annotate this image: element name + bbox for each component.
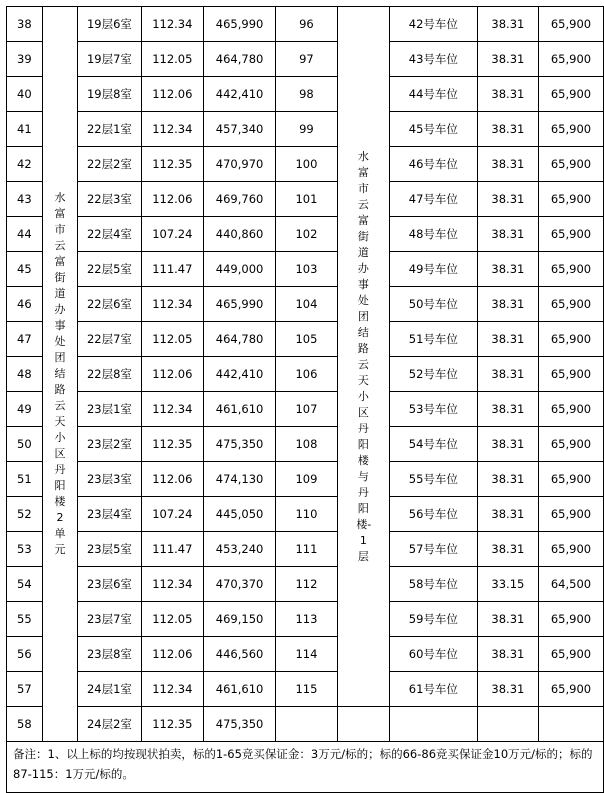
price-value: 470,970 <box>204 147 276 182</box>
parking-space-name: 44号车位 <box>389 77 477 112</box>
price-value: 65,900 <box>538 462 603 497</box>
area-value: 38.31 <box>477 532 538 567</box>
lot-number: 114 <box>276 637 338 672</box>
lot-number: 111 <box>276 532 338 567</box>
table-row <box>7 287 604 322</box>
parking-space-name: 50号车位 <box>389 287 477 322</box>
area-value: 112.34 <box>141 392 203 427</box>
lot-number: 41 <box>7 112 43 147</box>
price-value: 469,760 <box>204 182 276 217</box>
area-value: 38.31 <box>477 497 538 532</box>
area-value: 112.35 <box>141 147 203 182</box>
price-value: 65,900 <box>538 637 603 672</box>
price-value: 461,610 <box>204 392 276 427</box>
price-value: 65,900 <box>538 427 603 462</box>
table-row <box>7 567 604 602</box>
lot-number: 108 <box>276 427 338 462</box>
table-row <box>7 182 604 217</box>
area-value: 38.31 <box>477 357 538 392</box>
unit-name: 22层8室 <box>78 357 141 392</box>
unit-name: 19层7室 <box>78 42 141 77</box>
price-value: 464,780 <box>204 322 276 357</box>
lot-number: 55 <box>7 602 43 637</box>
unit-name: 23层7室 <box>78 602 141 637</box>
parking-space-name: 49号车位 <box>389 252 477 287</box>
unit-name: 22层2室 <box>78 147 141 182</box>
unit-name: 24层2室 <box>78 707 141 742</box>
lot-number: 46 <box>7 287 43 322</box>
area-value: 107.24 <box>141 497 203 532</box>
price-value: 64,500 <box>538 567 603 602</box>
table-row <box>7 602 604 637</box>
empty-cell <box>337 707 389 742</box>
price-value: 464,780 <box>204 42 276 77</box>
area-value: 38.31 <box>477 462 538 497</box>
table-row <box>7 532 604 567</box>
price-value: 65,900 <box>538 217 603 252</box>
price-value: 65,900 <box>538 672 603 707</box>
price-value: 65,900 <box>538 322 603 357</box>
lot-number: 106 <box>276 357 338 392</box>
area-value: 111.47 <box>141 532 203 567</box>
price-value: 465,990 <box>204 7 276 42</box>
area-value: 111.47 <box>141 252 203 287</box>
price-value: 474,130 <box>204 462 276 497</box>
price-value: 469,150 <box>204 602 276 637</box>
price-value: 446,560 <box>204 637 276 672</box>
table-row <box>7 427 604 462</box>
area-value: 33.15 <box>477 567 538 602</box>
area-value: 112.05 <box>141 322 203 357</box>
price-value: 65,900 <box>538 287 603 322</box>
price-value: 65,900 <box>538 602 603 637</box>
area-value: 112.06 <box>141 182 203 217</box>
empty-cell <box>276 707 338 742</box>
lot-number: 102 <box>276 217 338 252</box>
parking-space-name: 59号车位 <box>389 602 477 637</box>
parking-space-name: 55号车位 <box>389 462 477 497</box>
unit-name: 23层4室 <box>78 497 141 532</box>
lot-number: 110 <box>276 497 338 532</box>
unit-name: 19层6室 <box>78 7 141 42</box>
table-row <box>7 112 604 147</box>
area-value: 38.31 <box>477 77 538 112</box>
lot-number: 97 <box>276 42 338 77</box>
price-value: 449,000 <box>204 252 276 287</box>
unit-name: 19层8室 <box>78 77 141 112</box>
lot-number: 112 <box>276 567 338 602</box>
parking-space-name: 56号车位 <box>389 497 477 532</box>
lot-number: 53 <box>7 532 43 567</box>
lot-number: 38 <box>7 7 43 42</box>
area-value: 112.06 <box>141 462 203 497</box>
unit-name: 22层3室 <box>78 182 141 217</box>
area-value: 38.31 <box>477 42 538 77</box>
area-value: 38.31 <box>477 427 538 462</box>
lot-number: 98 <box>276 77 338 112</box>
table-row <box>7 77 604 112</box>
price-value: 65,900 <box>538 532 603 567</box>
lot-number: 49 <box>7 392 43 427</box>
price-value: 442,410 <box>204 357 276 392</box>
price-value: 65,900 <box>538 357 603 392</box>
parking-space-name: 53号车位 <box>389 392 477 427</box>
lot-number: 104 <box>276 287 338 322</box>
price-value: 445,050 <box>204 497 276 532</box>
price-value: 440,860 <box>204 217 276 252</box>
lot-number: 109 <box>276 462 338 497</box>
unit-name: 23层6室 <box>78 567 141 602</box>
price-value: 475,350 <box>204 427 276 462</box>
parking-space-name: 51号车位 <box>389 322 477 357</box>
lot-number: 56 <box>7 637 43 672</box>
area-value: 112.35 <box>141 707 203 742</box>
unit-name: 23层1室 <box>78 392 141 427</box>
table-row <box>7 42 604 77</box>
lot-number: 51 <box>7 462 43 497</box>
empty-cell <box>538 707 603 742</box>
price-value: 65,900 <box>538 7 603 42</box>
table-row <box>7 707 604 742</box>
lot-number: 96 <box>276 7 338 42</box>
lot-number: 42 <box>7 147 43 182</box>
unit-name: 23层5室 <box>78 532 141 567</box>
lot-number: 50 <box>7 427 43 462</box>
price-value: 475,350 <box>204 707 276 742</box>
unit-name: 23层2室 <box>78 427 141 462</box>
price-value: 65,900 <box>538 392 603 427</box>
area-value: 112.06 <box>141 357 203 392</box>
parking-space-name: 46号车位 <box>389 147 477 182</box>
lot-number: 52 <box>7 497 43 532</box>
price-value: 465,990 <box>204 287 276 322</box>
unit-name: 23层8室 <box>78 637 141 672</box>
table-row <box>7 462 604 497</box>
table-row <box>7 637 604 672</box>
area-value: 38.31 <box>477 7 538 42</box>
price-value: 65,900 <box>538 42 603 77</box>
lot-number: 105 <box>276 322 338 357</box>
area-value: 38.31 <box>477 322 538 357</box>
area-value: 38.31 <box>477 637 538 672</box>
area-value: 112.05 <box>141 602 203 637</box>
parking-space-name: 52号车位 <box>389 357 477 392</box>
area-value: 112.34 <box>141 567 203 602</box>
parking-space-name: 58号车位 <box>389 567 477 602</box>
price-value: 453,240 <box>204 532 276 567</box>
price-value: 65,900 <box>538 147 603 182</box>
area-value: 38.31 <box>477 217 538 252</box>
table-row <box>7 672 604 707</box>
price-value: 470,370 <box>204 567 276 602</box>
auction-table <box>6 6 604 793</box>
price-value: 442,410 <box>204 77 276 112</box>
lot-number: 99 <box>276 112 338 147</box>
lot-number: 58 <box>7 707 43 742</box>
area-value: 38.31 <box>477 252 538 287</box>
lot-number: 44 <box>7 217 43 252</box>
parking-space-name: 60号车位 <box>389 637 477 672</box>
note-row <box>7 742 604 793</box>
lot-number: 103 <box>276 252 338 287</box>
table-row <box>7 322 604 357</box>
location-cell-left <box>42 7 78 742</box>
price-value: 65,900 <box>538 182 603 217</box>
location-text-right: 水富市云富街道办事处团结路云天小区丹阳楼与丹阳楼-1层 <box>356 149 372 563</box>
area-value: 112.34 <box>141 112 203 147</box>
parking-space-name: 45号车位 <box>389 112 477 147</box>
area-value: 107.24 <box>141 217 203 252</box>
unit-name: 24层1室 <box>78 672 141 707</box>
parking-space-name: 42号车位 <box>389 7 477 42</box>
area-value: 112.05 <box>141 42 203 77</box>
area-value: 38.31 <box>477 112 538 147</box>
parking-space-name: 43号车位 <box>389 42 477 77</box>
area-value: 38.31 <box>477 147 538 182</box>
area-value: 38.31 <box>477 287 538 322</box>
price-value: 65,900 <box>538 112 603 147</box>
lot-number: 107 <box>276 392 338 427</box>
lot-number: 113 <box>276 602 338 637</box>
unit-name: 23层3室 <box>78 462 141 497</box>
table-row <box>7 497 604 532</box>
parking-space-name: 47号车位 <box>389 182 477 217</box>
empty-cell <box>477 707 538 742</box>
table-row <box>7 252 604 287</box>
table-row <box>7 147 604 182</box>
table-body <box>7 7 604 793</box>
area-value: 38.31 <box>477 602 538 637</box>
unit-name: 22层7室 <box>78 322 141 357</box>
lot-number: 57 <box>7 672 43 707</box>
location-text-left: 水富市云富街道办事处团结路云天小区丹阳楼2单元 <box>54 191 66 556</box>
parking-space-name: 54号车位 <box>389 427 477 462</box>
parking-space-name: 48号车位 <box>389 217 477 252</box>
area-value: 112.34 <box>141 7 203 42</box>
table-row <box>7 392 604 427</box>
area-value: 38.31 <box>477 392 538 427</box>
unit-name: 22层5室 <box>78 252 141 287</box>
area-value: 38.31 <box>477 182 538 217</box>
price-value: 461,610 <box>204 672 276 707</box>
empty-cell <box>389 707 477 742</box>
price-value: 65,900 <box>538 77 603 112</box>
lot-number: 54 <box>7 567 43 602</box>
lot-number: 40 <box>7 77 43 112</box>
lot-number: 48 <box>7 357 43 392</box>
price-value: 457,340 <box>204 112 276 147</box>
price-value: 65,900 <box>538 252 603 287</box>
table-row <box>7 7 604 42</box>
note-text: 备注：1、以上标的均按现状拍卖，标的1-65竞买保证金：3万元/标的；标的66-86竞买保证金10万元/标的；标的87-115：1万元/标的。 <box>7 742 604 793</box>
area-value: 38.31 <box>477 672 538 707</box>
lot-number: 39 <box>7 42 43 77</box>
unit-name: 22层4室 <box>78 217 141 252</box>
parking-space-name: 61号车位 <box>389 672 477 707</box>
area-value: 112.35 <box>141 427 203 462</box>
lot-number: 47 <box>7 322 43 357</box>
table-row <box>7 217 604 252</box>
price-value: 65,900 <box>538 497 603 532</box>
area-value: 112.34 <box>141 672 203 707</box>
lot-number: 45 <box>7 252 43 287</box>
lot-number: 101 <box>276 182 338 217</box>
location-cell-right <box>337 7 389 707</box>
area-value: 112.06 <box>141 637 203 672</box>
lot-number: 115 <box>276 672 338 707</box>
area-value: 112.34 <box>141 287 203 322</box>
lot-number: 43 <box>7 182 43 217</box>
unit-name: 22层1室 <box>78 112 141 147</box>
unit-name: 22层6室 <box>78 287 141 322</box>
parking-space-name: 57号车位 <box>389 532 477 567</box>
table-row <box>7 357 604 392</box>
area-value: 112.06 <box>141 77 203 112</box>
lot-number: 100 <box>276 147 338 182</box>
